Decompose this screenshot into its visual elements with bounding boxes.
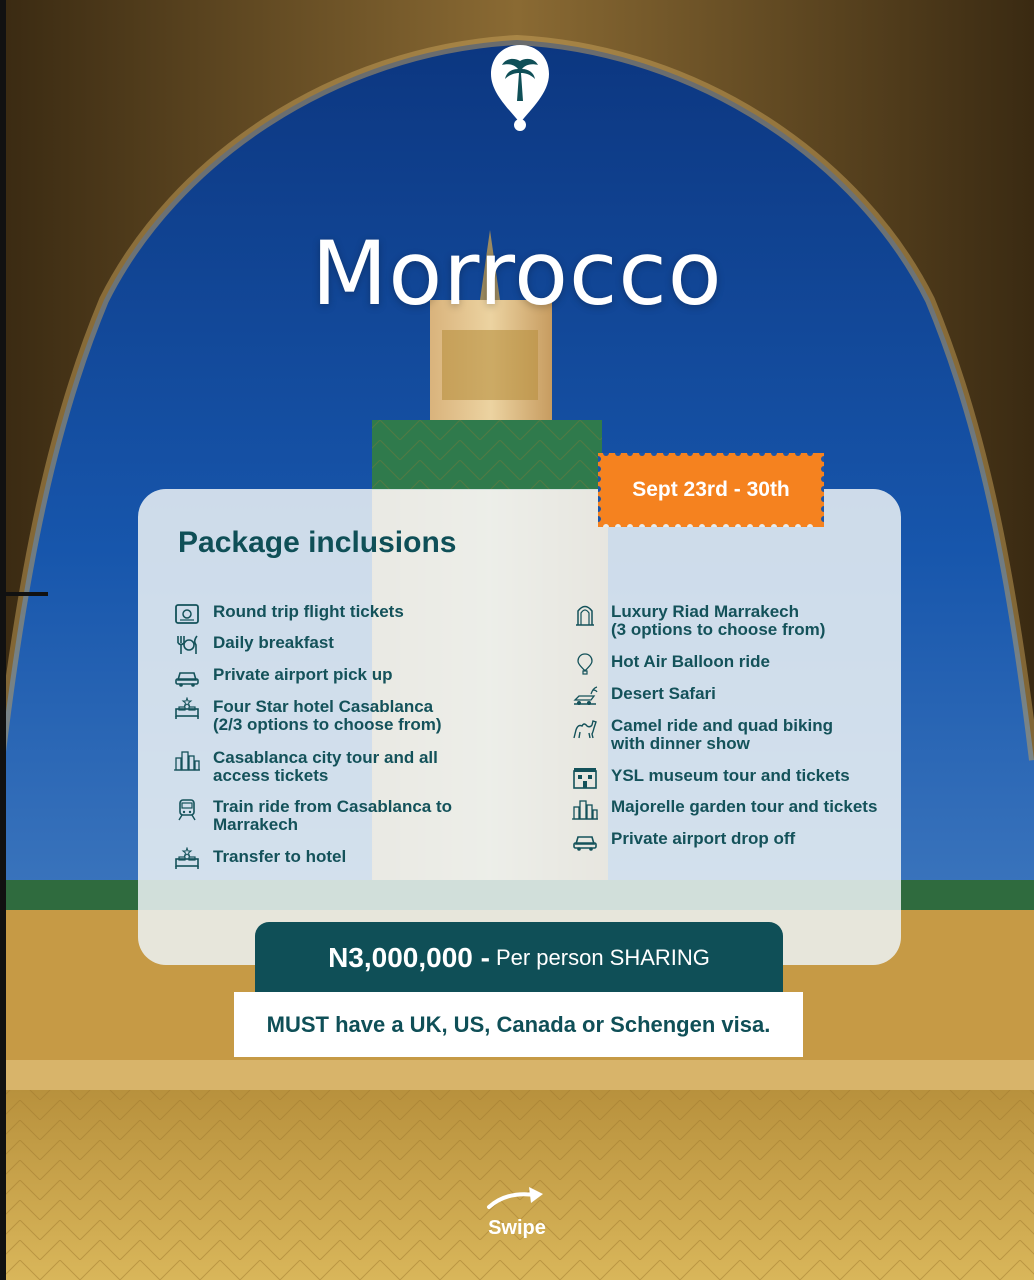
- date-range: Sept 23rd - 30th: [632, 478, 790, 501]
- city-icon: [172, 747, 202, 773]
- list-item: Casablanca city tour and all access tickets: [172, 747, 438, 785]
- balloon-icon: [570, 651, 600, 677]
- swipe-hint[interactable]: [467, 1185, 567, 1255]
- museum-icon: [570, 765, 600, 791]
- cutlery-icon: [172, 632, 202, 658]
- palm-pin-logo: [489, 43, 551, 131]
- list-item: YSL museum tour and tickets: [570, 765, 850, 791]
- list-item: Camel ride and quad biking with dinner show: [570, 715, 833, 753]
- swipe-arrow-icon: [485, 1185, 549, 1213]
- price-amount: N3,000,000 -: [328, 942, 490, 973]
- hotel-bed-icon: [172, 846, 202, 872]
- car-icon: [172, 664, 202, 690]
- package-card: [138, 489, 901, 965]
- camel-icon: [570, 715, 600, 741]
- list-item: Train ride from Casablanca to Marrakech: [172, 796, 452, 834]
- date-badge: [598, 453, 824, 527]
- garden-icon: [570, 796, 600, 822]
- train-icon: [172, 796, 202, 822]
- price-basis: Per person SHARING: [495, 945, 710, 970]
- list-item: Daily breakfast: [172, 632, 334, 658]
- riad-door-icon: [570, 601, 600, 627]
- visa-requirement: MUST have a UK, US, Canada or Schengen visa.: [234, 992, 803, 1057]
- hotel-bed-icon: [172, 696, 202, 722]
- list-item: Private airport pick up: [172, 664, 393, 690]
- inclusions-heading: Package inclusions: [178, 526, 457, 559]
- list-item: Transfer to hotel: [172, 846, 346, 872]
- list-item: Majorelle garden tour and tickets: [570, 796, 877, 822]
- swipe-label: Swipe: [488, 1217, 546, 1239]
- price-bar: [255, 922, 783, 994]
- destination-title: Morrocco: [311, 222, 723, 325]
- list-item: Private airport drop off: [570, 828, 795, 854]
- list-item: Luxury Riad Marrakech (3 options to choose from): [570, 601, 825, 639]
- list-item: Four Star hotel Casablanca (2/3 options to choose from): [172, 696, 442, 734]
- ticket-icon: [172, 601, 202, 627]
- list-item: Desert Safari: [570, 683, 716, 709]
- list-item: Round trip flight tickets: [172, 601, 404, 627]
- safari-icon: [570, 683, 600, 709]
- list-item: Hot Air Balloon ride: [570, 651, 770, 677]
- car-icon: [570, 828, 600, 854]
